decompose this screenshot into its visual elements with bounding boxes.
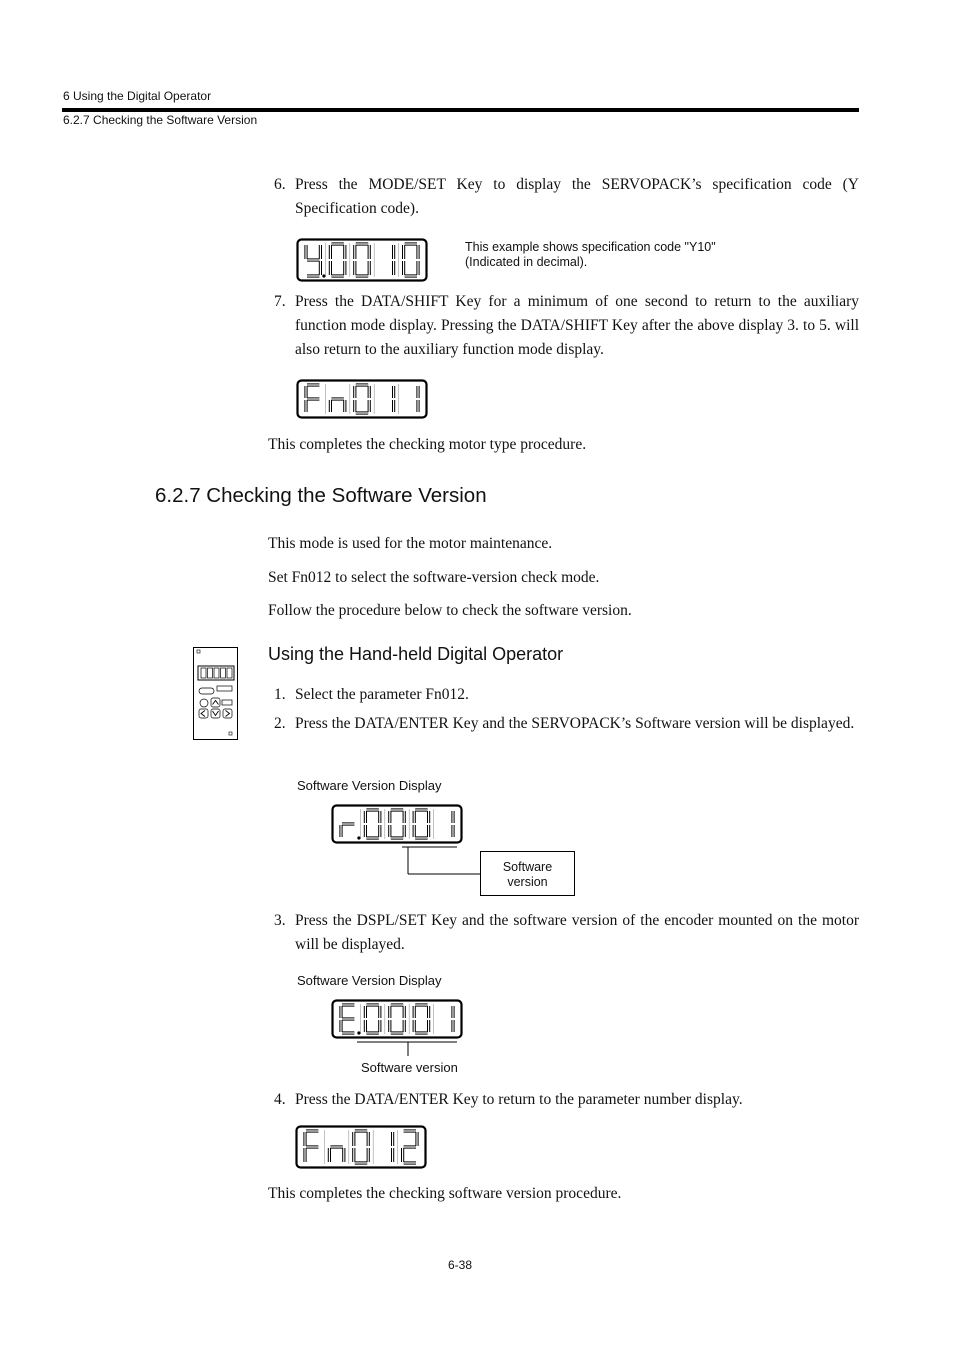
label-line: version (507, 875, 548, 889)
note-line: (Indicated in decimal). (465, 255, 588, 269)
lcd-digit-0 (354, 1131, 368, 1163)
subsection-title: Using the Hand-held Digital Operator (268, 644, 564, 664)
hand-held-operator-icon (192, 646, 240, 742)
step-7 (274, 290, 859, 362)
label-line: Software (502, 860, 553, 874)
lcd-digit-0 (330, 244, 344, 276)
lcd-decimal-point (357, 836, 360, 839)
lcd-decimal-point (357, 1031, 360, 1034)
step-text: Select the parameter Fn012. (295, 686, 469, 703)
encoder-version-label: Software version (361, 1060, 458, 1075)
lcd-digit-0 (404, 244, 418, 276)
lcd-digit-0 (414, 810, 428, 838)
step-2 (274, 712, 859, 736)
lcd-digit-0 (365, 1005, 379, 1033)
step-6 (274, 173, 859, 221)
lcd-digit-e (341, 1005, 361, 1035)
intro-line: Set Fn012 to select the software-version check mode. (268, 569, 600, 586)
callout-bracket (355, 1040, 460, 1058)
lcd-display-fn011 (296, 379, 428, 419)
lcd-decimal-point (322, 274, 325, 277)
step-text: Press the DATA/ENTER Key and the SERVOPACK’s Software version will be displayed. (295, 715, 855, 732)
callout-bracket (400, 846, 490, 878)
header-rule (62, 108, 859, 112)
lcd-digit-0 (365, 810, 379, 838)
running-header-chapter: 6 Using the Digital Operator (63, 89, 212, 103)
encoder-version-display-caption: Software Version Display (297, 973, 442, 988)
step-text: Press the MODE/SET Key to display the SERVOPACK’s specification code (Y Specification code). (295, 176, 859, 217)
lcd-digit-2 (403, 1131, 417, 1163)
step-number: 3. (274, 912, 286, 929)
lcd-display-spec-code (296, 238, 428, 282)
lcd-digit-y (306, 245, 326, 278)
lcd-digit-r (341, 824, 361, 840)
page-number: 6-38 (448, 1258, 473, 1272)
step-3 (274, 909, 859, 957)
lcd-digit-n (329, 1147, 343, 1162)
step-number: 2. (274, 715, 286, 732)
lcd-digit-0 (390, 1005, 404, 1033)
lcd-display-software-version (331, 804, 463, 844)
lcd-digit-f (305, 1131, 318, 1162)
running-header-section: 6.2.7 Checking the Software Version (63, 113, 258, 127)
note-line: This example shows specification code "Y10" (465, 240, 716, 254)
lcd-digit-f (306, 385, 319, 412)
lcd-display-fn012 (295, 1125, 427, 1169)
step-text: Press the DATA/SHIFT Key for a minimum of one second to return to the auxiliary function mode display. Pressing the DATA/SHIFT Key after the above display 3. to 5. will also return to the auxiliary function mode display. (295, 293, 859, 358)
section-title: 6.2.7 Checking the Software Version (155, 484, 487, 507)
lcd-digit-0 (414, 1005, 428, 1033)
step-number: 4. (274, 1091, 286, 1108)
step-1 (274, 683, 859, 707)
lcd-digit-0 (355, 385, 369, 413)
step-4 (274, 1088, 859, 1112)
intro-line: This mode is used for the motor maintenance. (268, 535, 553, 552)
step-text: Press the DATA/ENTER Key to return to the parameter number display. (295, 1091, 743, 1108)
lcd-digit-n (330, 399, 344, 412)
step-text: Press the DSPL/SET Key and the software version of the encoder mounted on the motor will be displayed. (295, 912, 859, 953)
software-procedure-complete: This completes the checking software version procedure. (268, 1185, 622, 1202)
spec-code-note (465, 240, 716, 270)
lcd-digit-0 (355, 244, 369, 276)
step-number: 7. (274, 293, 286, 310)
step-number: 1. (274, 686, 286, 703)
step-number: 6. (274, 176, 286, 193)
software-version-display-caption: Software Version Display (297, 778, 442, 793)
lcd-display-encoder-version (331, 999, 463, 1039)
software-version-label-box (480, 851, 575, 896)
intro-line: Follow the procedure below to check the software version. (268, 602, 632, 619)
motor-procedure-complete: This completes the checking motor type procedure. (268, 436, 587, 453)
lcd-digit-0 (390, 810, 404, 838)
